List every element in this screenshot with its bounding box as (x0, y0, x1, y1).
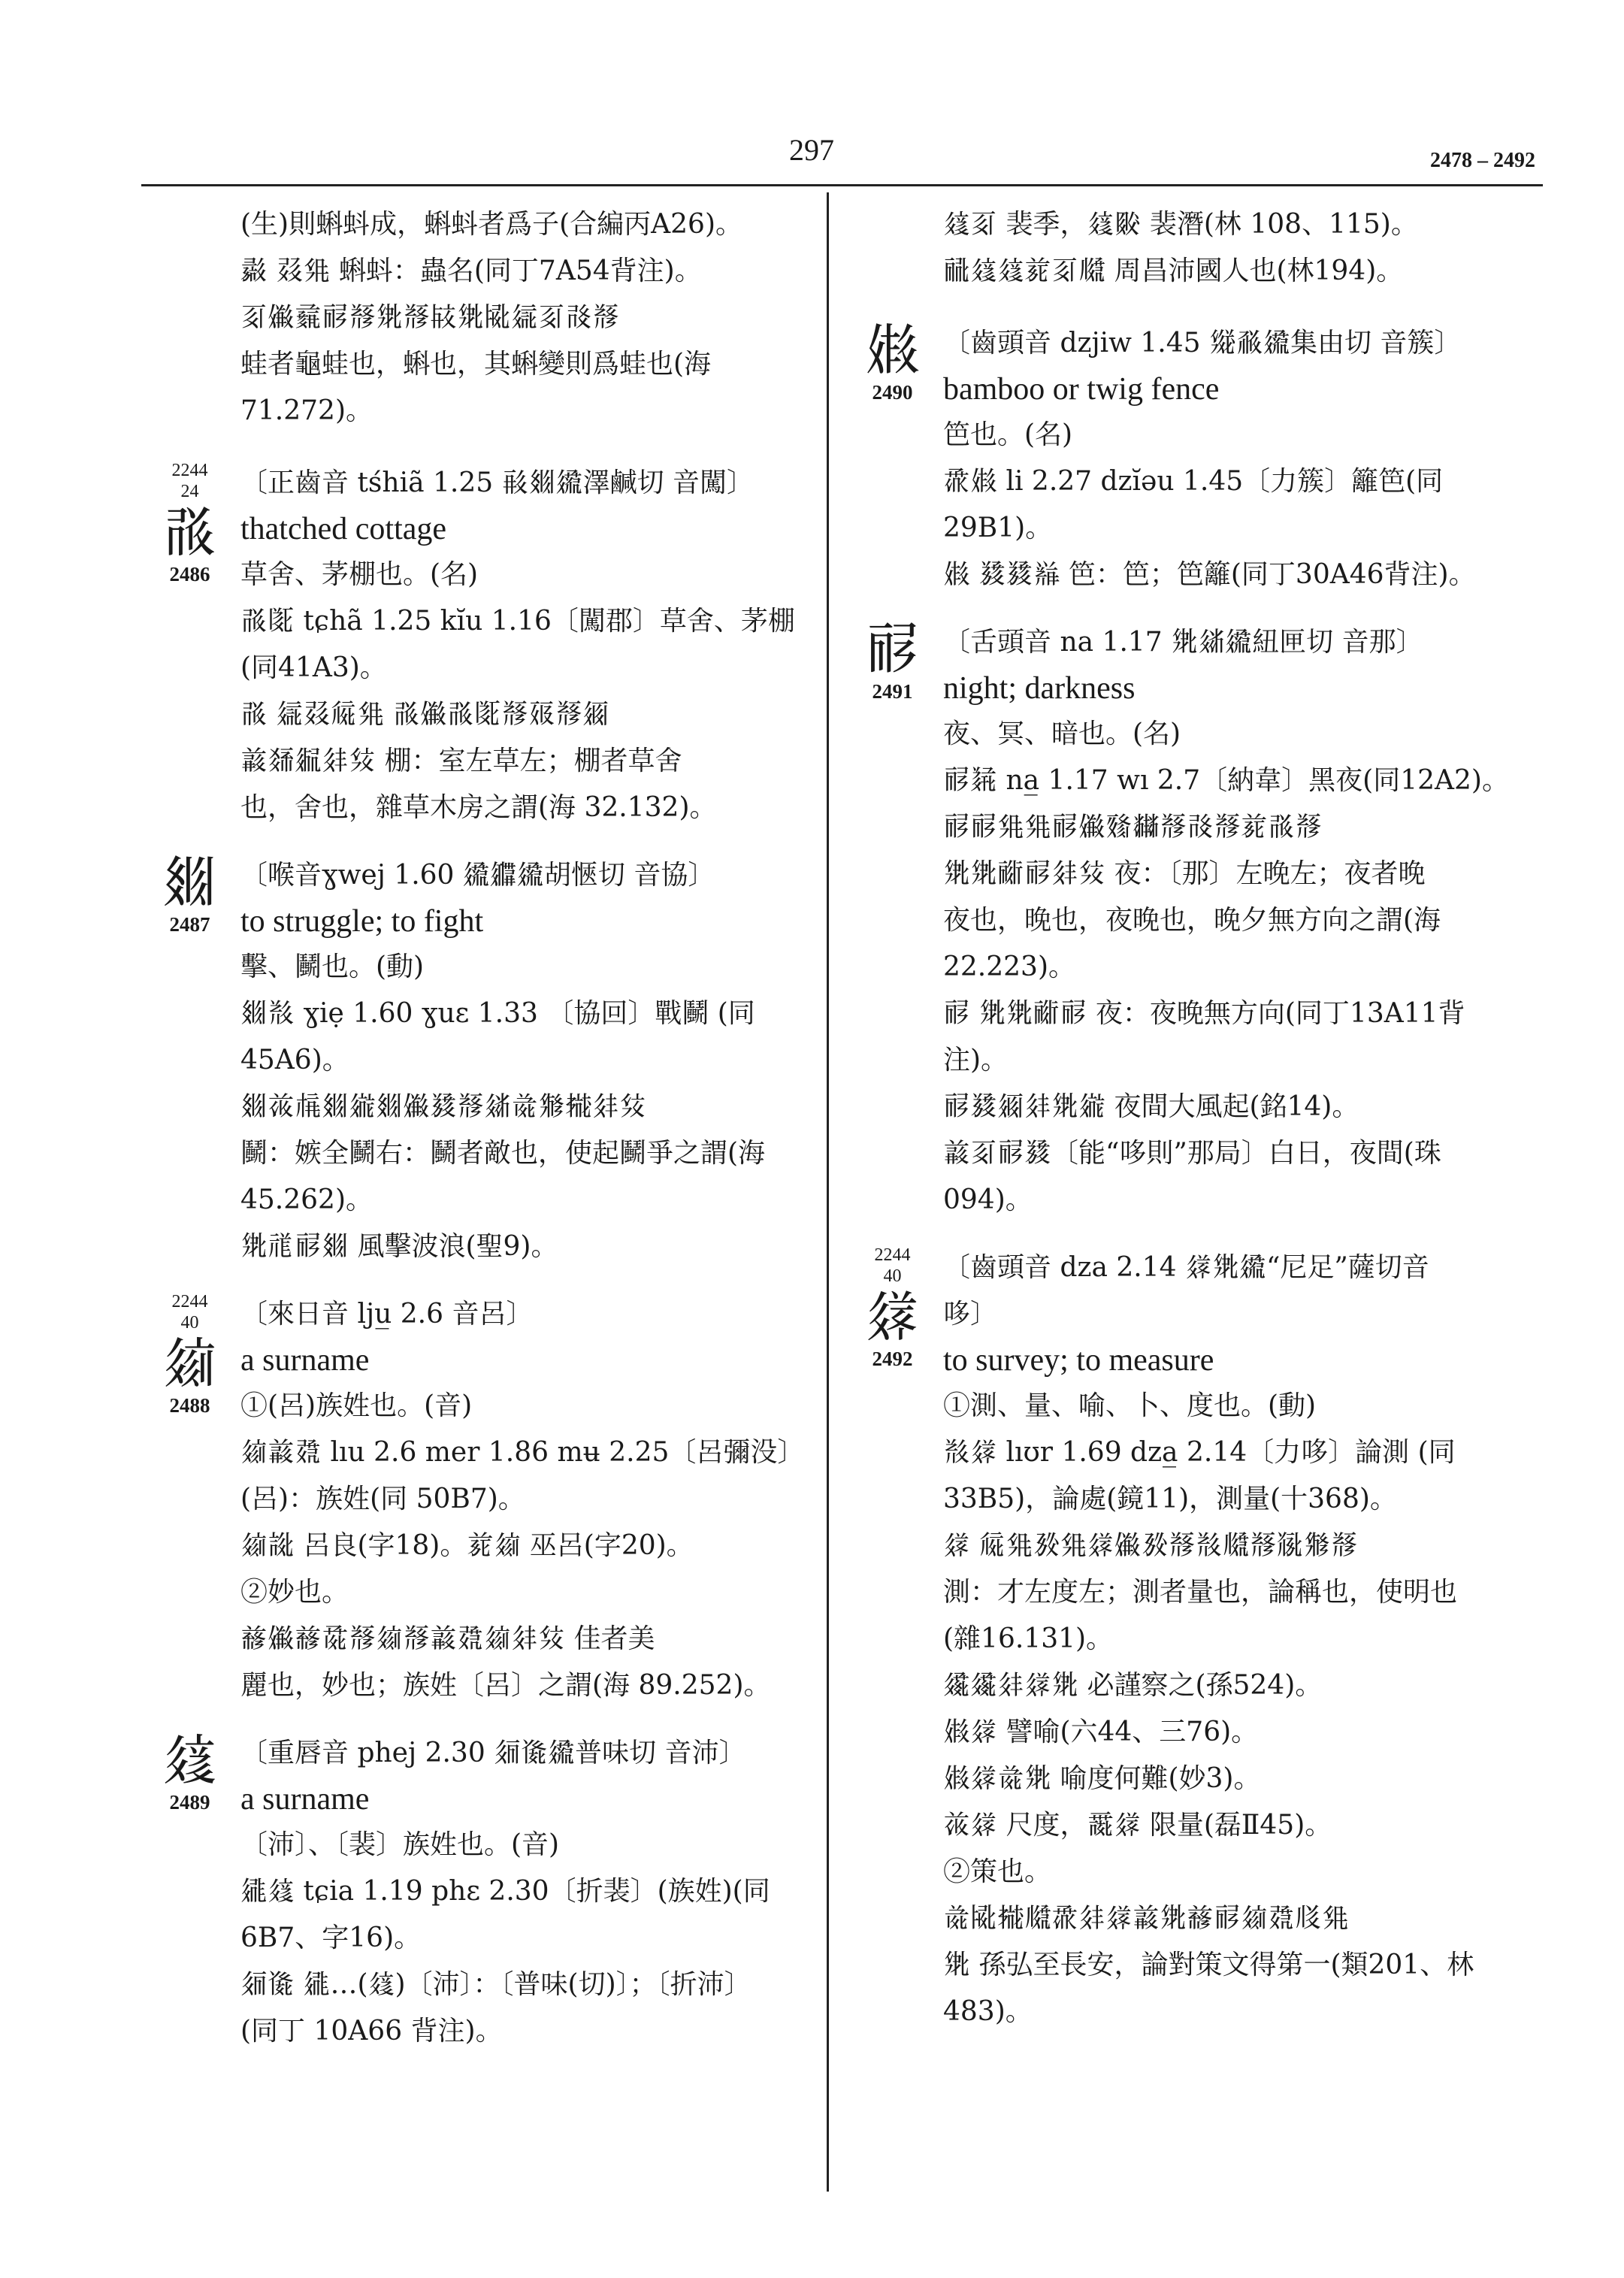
tangut-glyph: 𗦼 (162, 1728, 218, 1792)
right-column (853, 201, 1544, 2056)
entry-line: 𗊢𗊢𗠁𗟲𗢳𗊏 夜：〔那〕左晚左；夜者晚 (943, 858, 1426, 889)
entry-line: (生)則蝌蚪成，蝌蚪者爲子(合編丙A26)。 (240, 209, 742, 240)
entry-gloss: a surname (240, 1782, 370, 1817)
entry-gutter (150, 460, 229, 586)
entry-line: 夜也，晚也，夜晚也，晚夕無方向之謂(海 (943, 905, 1441, 936)
entry-line: 𗊢𗙏𗟲𗾞 風擊波浪(聖9)。 (240, 1231, 558, 1262)
entry-line: 鬭：嫉全鬭右：鬭者敵也，使起鬭爭之謂(海 (240, 1138, 766, 1169)
entry-gutter (853, 1245, 932, 1371)
entry-line: 𘈩𗏹𗈞𗟲𘃡𗊢𘃡𗢀𗊢𗎫𗦇𘈩𗰗𘃡 (240, 302, 620, 333)
entry-line: 𗾞𘃞 ɣiẹ 1.60 ɣuɛ 1.33 〔協回〕戰鬭 (同 (240, 998, 755, 1029)
entry-number: 2487 (169, 913, 210, 936)
entry-line: 𗟲 𗊢𗊢𗠁𗟲 夜：夜晚無方向(同丁13A11背 (943, 998, 1465, 1029)
entry-line: 𗾞𗐲𗍫𗾞𗨁𗾞𗏹𗯿𘃡𗣫𗯨𗊬𗈶𗢳𗊏 (240, 1091, 647, 1122)
entry-line: ②策也。 (943, 1856, 1052, 1887)
entry-line: 483)。 (943, 1996, 1033, 2027)
entry-line: 〔來日音 lju̲ 2.6 音呂〕 (240, 1299, 534, 1330)
entry-gloss: night; darkness (943, 671, 1136, 706)
entry-gloss: to struggle; to fight (240, 904, 484, 939)
entry-line: 蛙者龜蛙也，蝌也，其蝌變則爲蛙也(海 (240, 349, 712, 380)
entry-line: 〔齒頭音 dzjiw 1.45 𗋸𗳆𗫔集由切 音簇〕 (943, 328, 1462, 358)
continuation-block (150, 201, 812, 434)
entry-range: 2478 – 2492 (1430, 149, 1535, 172)
entry-line: 麗也，妙也；族姓〔呂〕之謂(海 89.252)。 (240, 1670, 771, 1701)
entry-line: (同41A3)。 (240, 652, 387, 683)
entry-line: 71.272)。 (240, 395, 373, 426)
entry-line: 𗏡𗦽 譬喻(六44、三76)。 (943, 1717, 1259, 1747)
entry-line: 45A6)。 (240, 1045, 349, 1075)
entry-line: 〔沛〕、〔裴〕族姓也。(音) (240, 1829, 560, 1860)
header-rule (141, 184, 1543, 186)
entry-line: 22.223)。 (943, 951, 1076, 982)
column-divider (827, 192, 829, 2192)
dictionary-entry (150, 1291, 812, 1709)
entry-line: 〔正齒音 tśhiã 1.25 𗷰𗾞𗫔澤鹹切 音闖〕 (240, 467, 755, 498)
entry-line: 〔喉音ɣwej 1.60 𗫔𗫗𗫔胡愜切 音協〕 (240, 860, 715, 891)
entry-line: 𗓁𘈩𗟲𗯿〔能“哆則”那局〕白日，夜間(珠 (943, 1138, 1441, 1169)
entry-number: 2492 (872, 1348, 913, 1370)
entry-line: 𗰛 𗦇𘄴𗏁𗊀 𗰛𗏹𗰛𗁷𘃡𗡞𘃡𗥃 (240, 699, 609, 730)
entry-line: 夜、冥、暗也。(名) (943, 718, 1181, 749)
entry-gloss: thatched cottage (240, 512, 447, 546)
entry-line: (雜16.131)。 (943, 1623, 1114, 1654)
entry-ref: 2244 40 (171, 1292, 208, 1333)
tangut-glyph: 𗰛 (162, 500, 218, 564)
entry-ref: 2244 40 (874, 1245, 911, 1286)
entry-gutter (853, 320, 932, 404)
entry-line: ②妙也。 (240, 1577, 349, 1608)
entry-line: 𗟲𗟲𗊀𗊀𗟲𗏹𗸮𘂧𘃡𗰗𘃡𗐱𗰛𘃡 (943, 812, 1323, 843)
entry-line: (呂)：族姓(同 50B7)。 (240, 1484, 525, 1514)
entry-gloss: to survey; to measure (943, 1343, 1214, 1378)
entry-gutter (150, 1730, 229, 1814)
entry-line: 𗊢 孫弘至長安，論對策文得第一(類201、林 (943, 1950, 1474, 1980)
entry-line: 𗏡𗦽𗯨𗊢 喻度何難(妙3)。 (943, 1763, 1261, 1794)
entry-line: 𗟲𗯿𗥃𗢳𗊢𗨁 夜間大風起(銘14)。 (943, 1091, 1359, 1122)
entry-line: 擊、鬭也。(動) (240, 951, 425, 982)
entry-gloss: bamboo or twig fence (943, 372, 1220, 407)
entry-line: ①測、量、喻、卜、度也。(動) (943, 1390, 1317, 1421)
entry-gutter (853, 619, 932, 703)
entry-line: 〔舌頭音 na 1.17 𗊢𗣫𗫔紐匣切 音那〕 (943, 627, 1423, 658)
entry-line: 笆也。(名) (943, 419, 1073, 450)
left-column (150, 201, 812, 2076)
entry-line: 𗦼𘈩 裴季，𗦼𘉑 裴潛(林 108、115)。 (943, 209, 1418, 240)
entry-line: 094)。 (943, 1184, 1033, 1215)
continuation-block (853, 201, 1544, 295)
tangut-glyph: 𗾞 (162, 850, 218, 915)
entry-line: 𗐲𗦽 尺度，𗵘𗦽 限量(磊Ⅱ45)。 (943, 1810, 1332, 1841)
entry-number: 2489 (169, 1791, 210, 1814)
entry-line: 注)。 (943, 1045, 1009, 1075)
entry-line: 𘃞𗦽 lıʊr 1.69 dza̲ 2.14〔力哆〕論測 (同 (943, 1437, 1456, 1468)
entry-line: 𗰛𗁷 tɕhã 1.25 kĭu 1.16〔闖郡〕草舍、茅棚 (240, 606, 795, 637)
entry-line: 𘝶 𘄴𗊀 蝌蚪：蟲名(同丁7A54背注)。 (240, 256, 702, 286)
entry-line: 𗪱𗪱𗢳𗦽𗊢 必謹察之(孫524)。 (943, 1670, 1323, 1701)
entry-line: 𗓁𘀄𗥑𗢳𗊏 棚：室左草左；棚者草舍 (240, 746, 682, 776)
entry-line: 草舍、茅棚也。(名) (240, 559, 479, 590)
entry-line: 𗦻𘀍 呂良(字18)。𗐱𗦻 巫呂(字20)。 (240, 1530, 694, 1561)
entry-line: 哆〕 (943, 1299, 998, 1330)
entry-line: 〔重唇音 phej 2.30 𗢷𗕂𗫔普味切 音沛〕 (240, 1738, 746, 1768)
entry-number: 2486 (169, 563, 210, 585)
tangut-glyph: 𗏡 (864, 318, 921, 383)
entry-line: 𗯨𗎫𗈶𗆮𘆏𗢳𗦽𗓁𗊢𗒘𗟲𗦻𘅣𗄴𗊀 (943, 1903, 1350, 1934)
entry-line: 33B5)，論處(鏡11)，測量(十368)。 (943, 1484, 1397, 1514)
entry-line: 𗏡 𗯿𗯿𗕆 笆：笆；笆籬(同丁30A46背注)。 (943, 559, 1476, 590)
dictionary-entry (150, 460, 812, 831)
entry-line: 測：才左度左；測者量也，論稱也，使明也 (943, 1577, 1458, 1608)
entry-line: 𘆏𗏡 li 2.27 dzĭəu 1.45〔力簇〕籬笆(同29B1)。 (943, 466, 1444, 543)
entry-gloss: a surname (240, 1343, 370, 1378)
entry-line: 也，舍也，雜草木房之謂(海 32.132)。 (240, 792, 717, 823)
entry-line: (同丁 10A66 背注)。 (240, 2016, 503, 2047)
entry-number: 2488 (169, 1394, 210, 1417)
page-number: 297 (789, 133, 834, 167)
entry-line: 〔齒頭音 dza 2.14 𗦽𗊢𗫔“尼足”薩切音 (943, 1252, 1429, 1283)
entry-line: 𗟲𘐍 na̲ 1.17 wı 2.7〔納韋〕黑夜(同12A2)。 (943, 765, 1509, 796)
entry-number: 2490 (872, 381, 913, 404)
dictionary-entry (853, 1245, 1544, 2035)
entry-number: 2491 (872, 680, 913, 703)
entry-line: 𗟻𗦼𗦼𗐱𘈩𗆮 周昌沛國人也(林194)。 (943, 256, 1404, 286)
entry-gutter (150, 852, 229, 936)
tangut-glyph: 𗦽 (864, 1284, 921, 1349)
dictionary-entry (853, 320, 1544, 598)
entry-line: 𗧓𗦼 tɕia 1.19 phɛ 2.30〔折裴〕(族姓)(同 (240, 1876, 770, 1907)
tangut-glyph: 𗟲 (864, 617, 921, 682)
entry-line: 𗦽 𗏁𗊀𗉔𗊀𗦽𗏹𗉔𘃡𘃞𗆮𘃡𗮀𗊬𘃡 (943, 1530, 1358, 1561)
entry-line: 6B7、字16)。 (240, 1923, 422, 1953)
entry-line: 𗒘𗏹𗒘𗱕𘃡𗦻𘃡𗓁𘅣𗦻𗢳𗊏 佳者美 (240, 1623, 655, 1654)
tangut-glyph: 𗦻 (162, 1331, 218, 1396)
entry-gutter (150, 1291, 229, 1417)
entry-ref: 2244 24 (171, 461, 208, 501)
entry-line: 45.262)。 (240, 1184, 373, 1215)
dictionary-entry (150, 852, 812, 1270)
entry-line: ①(呂)族姓也。(音) (240, 1390, 473, 1421)
entry-line: 𗦻𗓁𘅣 lıu 2.6 mer 1.86 mʉ 2.25〔呂彌没〕 (240, 1437, 805, 1468)
entry-line: 𗢷𗕂 𗧓…(𗦼)〔沛〕：〔普味(切)〕；〔折沛〕 (240, 1969, 752, 2000)
dictionary-entry (150, 1730, 812, 2055)
dictionary-entry (853, 619, 1544, 1224)
